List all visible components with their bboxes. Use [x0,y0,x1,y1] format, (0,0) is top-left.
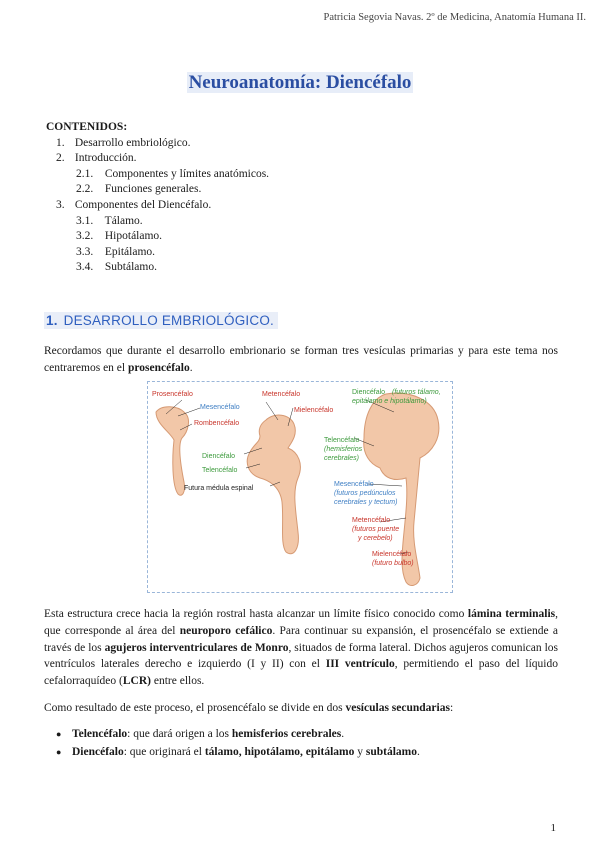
toc-label: Introducción. [74,152,137,165]
table-of-contents [46,120,269,276]
label-mesencefalo-note: (futuros pedúnculos [334,490,396,497]
text-run: : [449,702,454,714]
embryology-figure [147,381,453,593]
bold-term: hemisferios cerebrales [231,728,342,740]
label-metencefalo-right: Metencéfalo [352,517,391,524]
toc-subitem [46,229,269,245]
toc-number: 3.2. [76,230,94,243]
toc-subitem [46,167,269,183]
document-title [0,72,600,94]
label-diencefalo-note: (futuros tálamo, [392,389,441,396]
paragraph-result [44,700,558,717]
bold-term: prosencéfalo [127,361,190,374]
page-number: 1 [550,822,556,834]
list-item [56,726,420,744]
three-vesicle-embryo [156,407,188,496]
label-mesencefalo: Mesencéfalo [200,404,240,411]
bold-term: tálamo, hipotálamo, epitálamo [204,745,355,758]
bold-term: subtálamo [365,745,417,758]
toc-number: 3.4. [76,261,94,274]
toc-label: Desarrollo embriológico. [74,136,191,149]
toc-number: 3.1. [76,214,94,227]
text-run: . Para continuar su expansión, el prosencéfalo se extiende a través de los [44,624,558,654]
bold-term: LCR) [122,675,151,688]
label-telencefalo: Telencéfalo [202,467,238,474]
document-title-text: Neuroanatomía: Diencéfalo [188,72,412,93]
toc-label: Componentes del Diencéfalo. [74,198,212,211]
label-mesencefalo-right: Mesencéfalo [334,481,374,488]
page-header-author: Patricia Segovia Navas. 2º de Medicina, Anatomía Humana II. [323,12,586,23]
section-heading [44,313,278,328]
paragraph-lamina-terminalis [44,606,558,690]
label-telencefalo-right: Telencéfalo [324,437,360,444]
text-run: . [189,361,193,374]
section-title: DESARROLLO EMBRIOLÓGICO. [59,313,274,328]
section-number: 1. [46,313,58,328]
toc-heading: CONTENIDOS: [46,121,128,133]
brain-vesicles-diagram [148,382,451,591]
toc-label: Tálamo. [104,214,143,227]
label-prosencefalo: Prosencéfalo [152,391,193,398]
list-item [56,744,420,762]
toc-subitem [46,182,269,198]
toc-number: 3. [56,198,65,211]
text-run: : que originará el [123,745,205,758]
text-run: Como resultado de este proceso, el prosencéfalo se divide en dos [44,702,346,714]
label-mielencefalo: Mielencéfalo [294,407,334,414]
toc-number: 2.2. [76,183,94,196]
label-mielencefalo-note: (futuro bulbo) [372,560,414,567]
toc-label: Subtálamo. [104,261,157,274]
toc-subitem [46,260,269,276]
label-metencefalo-note: y cerebelo) [358,535,393,542]
text-run: , permitiendo el paso del líquido cefalorraquídeo ( [44,658,559,688]
text-run: , que corresponde al área del [44,608,558,637]
label-mielencefalo-right: Mielencéfalo [372,551,412,558]
text-run: . [416,745,420,758]
label-rombencefalo: Rombencéfalo [194,420,240,427]
label-diencefalo: Diencéfalo [202,453,236,460]
toc-label: Hipotálamo. [104,230,163,243]
toc-item [46,151,269,167]
toc-subitem [46,245,269,261]
paragraph-intro [44,343,558,377]
label-telencefalo-note: (hemisferios [324,446,363,453]
label-diencefalo-note: epitálamo e hipotálamo) [352,398,427,405]
toc-label: Epitálamo. [104,245,156,258]
bullet-list [56,726,420,761]
text-run: Recordamos que durante el desarrollo embrionario se forman tres vesículas primarias y para este tema nos centraremos en el [44,345,558,374]
text-run: y [354,745,366,758]
toc-number: 1. [56,136,65,149]
text-run: Esta estructura crece hacia la región rostral hasta alcanzar un límite físico conocido como [44,608,468,620]
bold-term: neuroporo cefálico [179,624,273,637]
bold-term: vesículas secundarias [345,702,450,714]
bold-term: Telencéfalo [72,728,128,740]
text-run: entre ellos. [150,675,205,688]
bold-term: agujeros interventriculares de Monro [104,641,289,654]
toc-item [46,198,269,214]
label-mesencefalo-note: cerebrales y tectum) [334,499,398,506]
label-telencefalo-note: cerebrales) [324,455,360,462]
toc-item [46,136,269,152]
toc-label: Componentes y límites anatómicos. [104,167,270,180]
text-run: : que dará origen a los [127,728,232,740]
toc-number: 2.1. [76,167,94,180]
label-metencefalo: Metencéfalo [262,391,301,398]
toc-number: 3.3. [76,245,94,258]
toc-number: 2. [56,152,65,165]
bold-term: III ventrículo [325,658,395,671]
label-futura-medula: Futura médula espinal [184,485,254,492]
label-metencefalo-note: (futuros puente [352,526,400,533]
bold-term: lámina terminalis [467,608,556,620]
text-run: , situados de forma lateral. Dichos agujeros comunican los ventrículos laterales derecho e izquierdo (I y II) con el [44,641,558,671]
text-run: . [341,728,345,740]
label-diencefalo-right: Diencéfalo [352,389,386,396]
bold-term: Diencéfalo [72,745,124,758]
toc-subitem [46,214,269,230]
toc-label: Funciones generales. [104,183,202,196]
